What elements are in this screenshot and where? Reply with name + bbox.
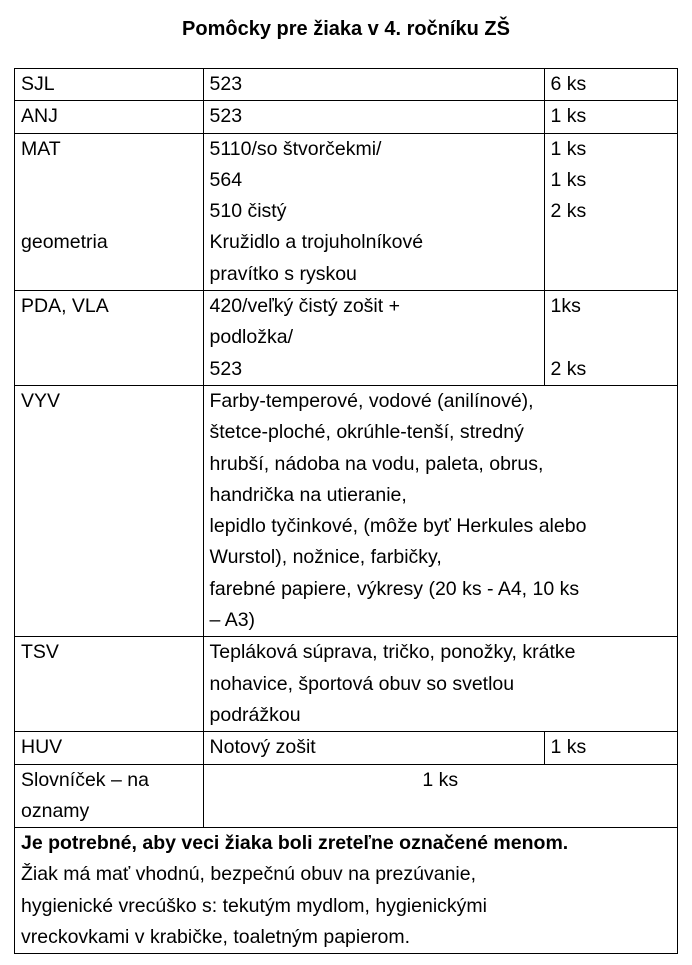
- item-line: Wurstol), nožnice, farbičky,: [209, 546, 442, 569]
- item-line: Kružidlo a trojuholníkové: [209, 231, 424, 254]
- subject-cell: VYV: [15, 385, 204, 636]
- qty-cell: [544, 133, 677, 290]
- qty-line: 2 ks: [550, 357, 587, 380]
- item-line: podrážkou: [209, 703, 301, 726]
- qty-cell: 1 ks: [203, 764, 677, 828]
- table-row: [15, 732, 678, 764]
- item-line: – A3): [209, 609, 256, 632]
- note-line: vreckovkami v krabičke, toaletným papierom.: [21, 926, 411, 949]
- qty-cell: 6 ks: [544, 69, 677, 101]
- item-cell: 523: [203, 69, 544, 101]
- qty-cell: [544, 291, 677, 386]
- table-row: [15, 637, 678, 732]
- subject-cell: PDA, VLA: [15, 291, 204, 386]
- table-row: [15, 385, 678, 636]
- qty-cell: 1 ks: [544, 732, 677, 764]
- subject-cell: ANJ: [15, 101, 204, 133]
- item-line: Farby-temperové, vodové (anilínové),: [209, 389, 534, 412]
- item-cell: 523: [203, 101, 544, 133]
- item-line: 523: [209, 357, 243, 380]
- note-line: hygienické vrecúško s: tekutým mydlom, hygienickými: [21, 894, 487, 917]
- item-line: 420/veľký čistý zošit +: [209, 295, 400, 318]
- table-row: [15, 764, 678, 828]
- item-line: podložka/: [209, 326, 293, 349]
- subject-cell: HUV: [15, 732, 204, 764]
- qty-line: 1 ks: [550, 137, 587, 160]
- document-title: Pomôcky pre žiaka v 4. ročníku ZŠ: [182, 18, 510, 40]
- item-cell: [203, 637, 677, 732]
- item-line: handrička na utieranie,: [209, 483, 407, 506]
- subject-cell: SJL: [15, 69, 204, 101]
- item-line: hrubší, nádoba na vodu, paleta, obrus,: [209, 452, 544, 475]
- item-cell: [203, 133, 544, 290]
- item-cell: [203, 291, 544, 386]
- note-bold-line: Je potrebné, aby veci žiaka boli zreteľne označené menom.: [21, 832, 569, 855]
- note-row: [15, 828, 678, 954]
- note-cell: [15, 828, 678, 954]
- qty-cell: 1 ks: [544, 101, 677, 133]
- qty-line: 1ks: [550, 295, 581, 318]
- item-line: nohavice, športová obuv so svetlou: [209, 672, 515, 695]
- item-line: 564: [209, 168, 243, 191]
- item-line: 510 čistý: [209, 200, 287, 223]
- supplies-table: [14, 68, 678, 954]
- item-line: štetce-ploché, okrúhle-tenší, stredný: [209, 421, 524, 444]
- qty-line: 2 ks: [550, 200, 587, 223]
- subject-label: MAT: [21, 137, 61, 160]
- note-line: Žiak má mať vhodnú, bezpečnú obuv na prezúvanie,: [21, 863, 477, 886]
- table-row: [15, 69, 678, 101]
- item-line: farebné papiere, výkresy (20 ks - A4, 10 ks: [209, 577, 580, 600]
- qty-line: 1 ks: [550, 168, 587, 191]
- subject-label: Slovníček – na: [21, 768, 149, 791]
- item-line: lepidlo tyčinkové, (môže byť Herkules alebo: [209, 515, 587, 538]
- table-row: [15, 101, 678, 133]
- subject-label: geometria: [21, 231, 108, 254]
- subject-label: oznamy: [21, 799, 90, 822]
- subject-cell: [15, 133, 204, 290]
- subject-cell: TSV: [15, 637, 204, 732]
- item-line: 5110/so štvorčekmi/: [209, 137, 382, 160]
- subject-cell: [15, 764, 204, 828]
- table-row: [15, 133, 678, 290]
- item-cell: Notový zošit: [203, 732, 544, 764]
- item-line: pravítko s ryskou: [209, 262, 357, 285]
- item-line: Tepláková súprava, tričko, ponožky, krátke: [209, 641, 576, 664]
- item-cell: [203, 385, 677, 636]
- table-row: [15, 291, 678, 386]
